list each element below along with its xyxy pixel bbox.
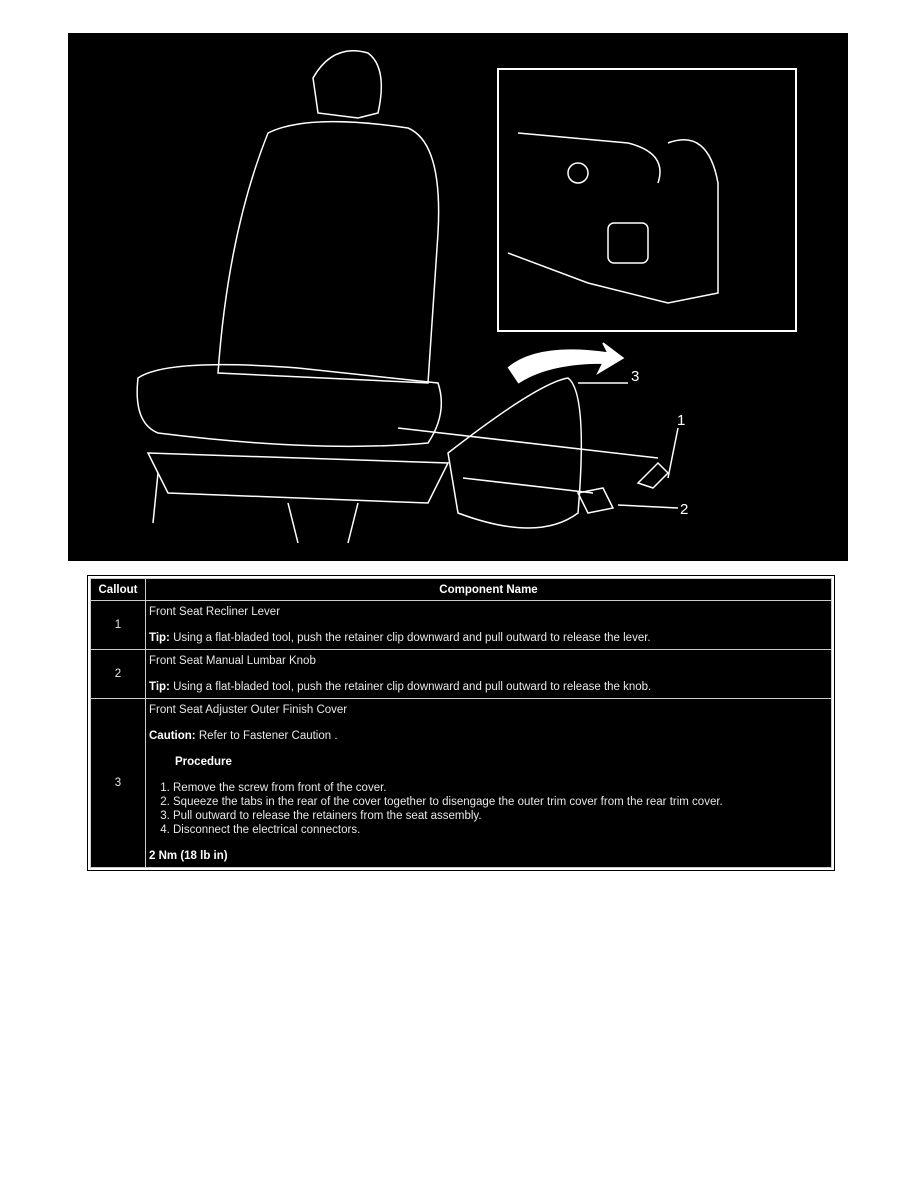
component-name: Front Seat Recliner Lever — [149, 606, 281, 618]
callout-number: 2 — [91, 650, 146, 699]
recliner-lever — [638, 463, 668, 488]
seat-track — [148, 453, 448, 503]
lumbar-knob — [578, 488, 613, 513]
procedure-step: 1. Remove the screw from front of the cover. — [173, 781, 828, 795]
callout-3: 3 — [631, 368, 640, 385]
callout-number: 3 — [91, 699, 146, 868]
table-row — [91, 650, 832, 699]
caution-text: Caution: Refer to Fastener Caution . — [149, 730, 338, 742]
header-callout: Callout — [91, 579, 146, 601]
callout-number: 1 — [91, 601, 146, 650]
component-name: Front Seat Adjuster Outer Finish Cover — [149, 704, 348, 716]
outer-cover — [448, 378, 581, 528]
arrow — [508, 343, 623, 383]
table-header — [91, 579, 832, 601]
seatback — [218, 122, 439, 383]
component-name: Front Seat Manual Lumbar Knob — [149, 655, 316, 667]
table-row — [91, 601, 832, 650]
callout-1: 1 — [677, 412, 686, 429]
headrest — [313, 51, 381, 118]
procedure-title: Procedure — [175, 756, 232, 768]
tip-text: Tip: Using a flat-bladed tool, push the retainer clip downward and pull outward to release the lever. — [149, 632, 651, 644]
procedure-step: 2. Squeeze the tabs in the rear of the cover together to disengage the outer trim cover from the rear trim cover. — [173, 795, 828, 809]
seat-diagram — [68, 33, 848, 561]
inset-frame — [498, 69, 796, 331]
table-row — [91, 699, 832, 868]
tip-text: Tip: Using a flat-bladed tool, push the retainer clip downward and pull outward to release the knob. — [149, 681, 652, 693]
procedure-steps — [149, 781, 828, 837]
procedure-step: 4. Disconnect the electrical connectors. — [173, 823, 828, 837]
header-component-name: Component Name — [146, 579, 832, 601]
torque-spec: 2 Nm (18 lb in) — [149, 850, 228, 862]
seat-illustration — [68, 33, 848, 561]
callout-2: 2 — [680, 501, 689, 518]
procedure-step: 3. Pull outward to release the retainers from the seat assembly. — [173, 809, 828, 823]
component-table — [88, 576, 834, 870]
